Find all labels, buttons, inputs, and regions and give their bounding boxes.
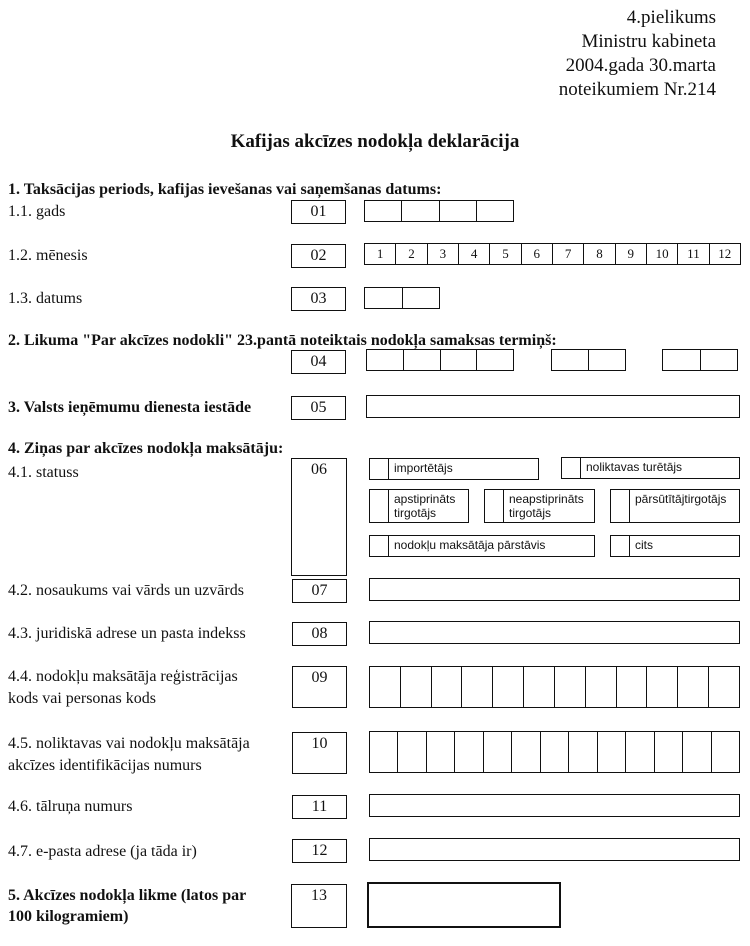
status-option-unapproved-trader[interactable] xyxy=(484,489,595,523)
excise-id-label-line1: 4.5. noliktavas vai nodokļu maksātāja xyxy=(8,735,250,752)
header-regulation: noteikumiem Nr.214 xyxy=(558,79,716,100)
excise-id-digit[interactable] xyxy=(455,732,483,772)
regcode-code: 09 xyxy=(292,666,347,708)
excise-id-digit[interactable] xyxy=(712,732,739,772)
regcode-digit[interactable] xyxy=(462,667,493,707)
year-digit-1[interactable] xyxy=(365,201,402,221)
regcode-input[interactable] xyxy=(369,666,740,708)
name-code: 07 xyxy=(292,579,347,603)
excise-id-digit[interactable] xyxy=(626,732,654,772)
unapproved-trader-label: neapstiprināts tirgotājs xyxy=(509,492,584,520)
status-option-other[interactable] xyxy=(610,535,740,557)
term-year-digit[interactable] xyxy=(441,350,478,370)
month-cell[interactable]: 10 xyxy=(647,244,678,264)
status-option-representative[interactable] xyxy=(369,535,595,557)
srs-office-code: 05 xyxy=(291,396,346,420)
reseller-label: pārsūtītājtirgotājs xyxy=(635,492,727,506)
status-option-approved-trader[interactable] xyxy=(369,489,469,523)
date-label: 1.3. datums xyxy=(8,290,83,307)
srs-office-input[interactable] xyxy=(366,395,740,418)
address-label: 4.3. juridiskā adrese un pasta indekss xyxy=(8,625,246,642)
address-input[interactable] xyxy=(369,621,740,644)
year-digit-4[interactable] xyxy=(477,201,513,221)
name-label: 4.2. nosaukums vai vārds un uzvārds xyxy=(8,582,244,599)
excise-id-code: 10 xyxy=(292,732,347,774)
excise-id-input[interactable] xyxy=(369,731,740,773)
term-day-digit[interactable] xyxy=(701,350,738,370)
excise-id-digit[interactable] xyxy=(569,732,597,772)
warehouse-keeper-checkbox[interactable] xyxy=(562,458,581,478)
month-cell[interactable]: 8 xyxy=(584,244,615,264)
payment-term-year[interactable] xyxy=(366,349,514,371)
excise-id-label-line2: akcīzes identifikācijas numurs xyxy=(8,757,202,774)
month-cell[interactable]: 3 xyxy=(428,244,459,264)
term-year-digit[interactable] xyxy=(367,350,404,370)
month-cell[interactable]: 2 xyxy=(396,244,427,264)
importer-checkbox[interactable] xyxy=(370,459,389,479)
email-code: 12 xyxy=(292,839,347,863)
month-cell[interactable]: 9 xyxy=(616,244,647,264)
month-cell[interactable]: 11 xyxy=(678,244,709,264)
phone-label: 4.6. tālruņa numurs xyxy=(8,798,133,815)
regcode-digit[interactable] xyxy=(524,667,555,707)
term-month-digit[interactable] xyxy=(552,350,589,370)
header-annex: 4.pielikums xyxy=(626,7,716,28)
year-input[interactable] xyxy=(364,200,514,222)
name-input[interactable] xyxy=(369,578,740,601)
page-title: Kafijas akcīzes nodokļa deklarācija xyxy=(230,131,520,152)
month-cell[interactable]: 1 xyxy=(365,244,396,264)
regcode-digit[interactable] xyxy=(493,667,524,707)
regcode-digit[interactable] xyxy=(709,667,739,707)
month-label: 1.2. mēnesis xyxy=(8,247,88,264)
excise-id-digit[interactable] xyxy=(370,732,398,772)
term-year-digit[interactable] xyxy=(477,350,513,370)
status-code: 06 xyxy=(291,458,347,576)
month-cell[interactable]: 4 xyxy=(459,244,490,264)
term-month-digit[interactable] xyxy=(589,350,625,370)
regcode-digit[interactable] xyxy=(617,667,648,707)
term-year-digit[interactable] xyxy=(404,350,441,370)
date-digit-2[interactable] xyxy=(403,288,440,308)
regcode-digit[interactable] xyxy=(432,667,463,707)
excise-id-digit[interactable] xyxy=(484,732,512,772)
regcode-digit[interactable] xyxy=(678,667,709,707)
representative-checkbox[interactable] xyxy=(370,536,389,556)
month-selector[interactable] xyxy=(364,243,741,265)
payment-term-code: 04 xyxy=(291,350,346,374)
year-label: 1.1. gads xyxy=(8,203,66,220)
status-option-importer[interactable] xyxy=(369,458,539,480)
payment-term-month[interactable] xyxy=(551,349,626,371)
header-issuer: Ministru kabineta xyxy=(581,31,716,52)
address-code: 08 xyxy=(292,622,347,646)
regcode-label-line1: 4.4. nodokļu maksātāja reģistrācijas xyxy=(8,668,238,685)
term-day-digit[interactable] xyxy=(663,350,701,370)
excise-id-digit[interactable] xyxy=(655,732,683,772)
approved-trader-label: apstiprināts tirgotājs xyxy=(394,492,456,520)
phone-input[interactable] xyxy=(369,794,740,817)
importer-label: importētājs xyxy=(394,461,453,475)
document-header xyxy=(559,6,716,102)
section-5-title-line2: 100 kilogramiem) xyxy=(8,908,129,925)
regcode-digit[interactable] xyxy=(555,667,586,707)
unapproved-trader-checkbox[interactable] xyxy=(485,490,504,522)
section-5-title-line1: 5. Akcīzes nodokļa likme (latos par xyxy=(8,887,247,904)
reseller-checkbox[interactable] xyxy=(611,490,630,522)
email-input[interactable] xyxy=(369,838,740,861)
year-digit-2[interactable] xyxy=(402,201,439,221)
month-cell[interactable]: 5 xyxy=(490,244,521,264)
regcode-digit[interactable] xyxy=(647,667,678,707)
date-code: 03 xyxy=(291,287,346,311)
year-digit-3[interactable] xyxy=(440,201,477,221)
excise-id-digit[interactable] xyxy=(398,732,426,772)
section-4-title: 4. Ziņas par akcīzes nodokļa maksātāju: xyxy=(8,440,284,457)
header-date: 2004.gada 30.marta xyxy=(565,55,716,76)
month-cell[interactable]: 12 xyxy=(718,246,732,261)
status-label: 4.1. statuss xyxy=(8,464,79,481)
regcode-digit[interactable] xyxy=(586,667,617,707)
excise-id-digit[interactable] xyxy=(683,732,711,772)
rate-input[interactable] xyxy=(367,882,561,928)
date-digit-1[interactable] xyxy=(365,288,403,308)
rate-code: 13 xyxy=(291,884,347,928)
excise-id-digit[interactable] xyxy=(512,732,540,772)
representative-label: nodokļu maksātāja pārstāvis xyxy=(394,538,546,552)
regcode-digit[interactable] xyxy=(401,667,432,707)
section-1-title: 1. Taksācijas periods, kafijas ievešanas vai saņemšanas datums: xyxy=(8,181,442,198)
excise-id-digit[interactable] xyxy=(427,732,455,772)
year-code: 01 xyxy=(291,200,346,224)
month-cell[interactable]: 7 xyxy=(553,244,584,264)
section-2-title: 2. Likuma "Par akcīzes nodokli" 23.pantā noteiktais nodokļa samaksas termiņš: xyxy=(8,332,557,349)
date-input[interactable] xyxy=(364,287,440,309)
excise-id-digit[interactable] xyxy=(598,732,626,772)
phone-code: 11 xyxy=(292,795,347,819)
regcode-digit[interactable] xyxy=(370,667,401,707)
other-checkbox[interactable] xyxy=(611,536,630,556)
approved-trader-checkbox[interactable] xyxy=(370,490,389,522)
section-3-title: 3. Valsts ieņēmumu dienesta iestāde xyxy=(8,399,252,416)
regcode-label-line2: kods vai personas kods xyxy=(8,690,156,707)
month-code: 02 xyxy=(291,244,346,268)
warehouse-keeper-label: noliktavas turētājs xyxy=(586,460,683,474)
status-option-reseller[interactable] xyxy=(610,489,740,523)
email-label: 4.7. e-pasta adrese (ja tāda ir) xyxy=(8,843,197,860)
excise-id-digit[interactable] xyxy=(541,732,569,772)
payment-term-day[interactable] xyxy=(662,349,738,371)
month-cell[interactable]: 6 xyxy=(522,244,553,264)
status-option-warehouse-keeper[interactable] xyxy=(561,457,740,479)
other-label: cits xyxy=(635,538,653,552)
